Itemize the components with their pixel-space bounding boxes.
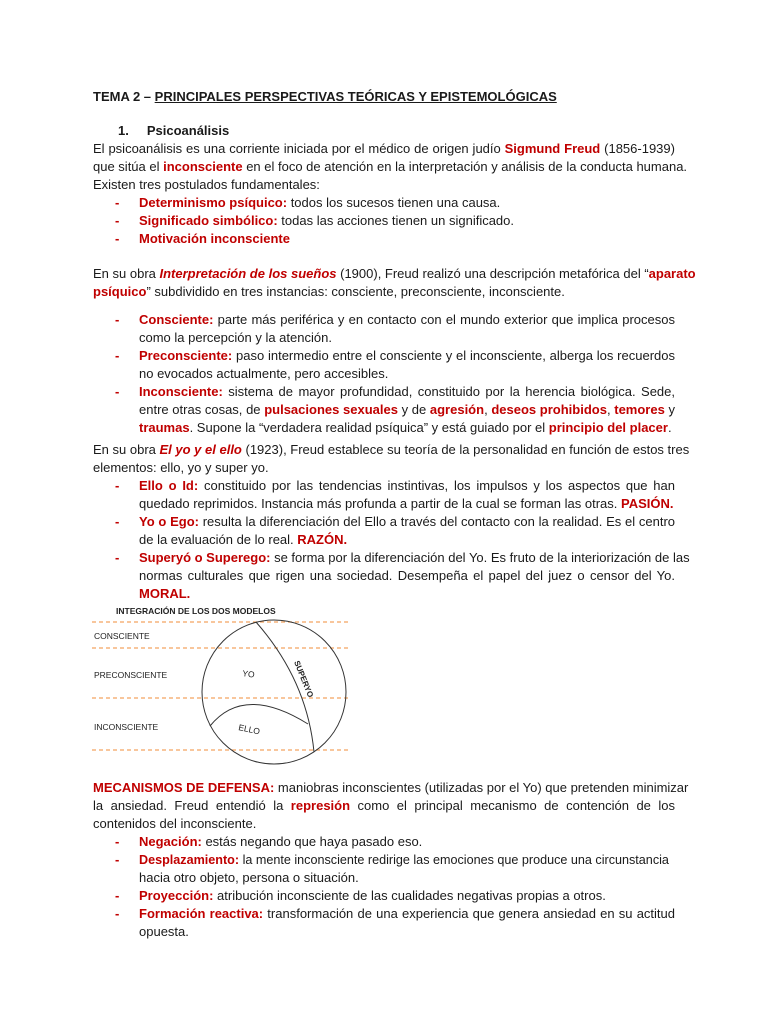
postulate-item: Significado simbólico: todas las acciones tienen un significado. [139, 213, 515, 228]
list-dash: - [115, 348, 120, 363]
structure-yo: Yo o Ego: resulta la diferenciación del Ello a través del contacto con la realidad. Es el centro [139, 514, 675, 529]
structure-ello-cont: quedado reprimidos. Instancia más profunda a partir de la cual se forman las otras. PASIÓN. [139, 496, 674, 511]
list-dash: - [115, 906, 120, 921]
defense-proyeccion: Proyección: atribución inconsciente de las cualidades negativas propias a otros. [139, 888, 606, 903]
ego-line-1: En su obra El yo y el ello (1923), Freud establece su teoría de la personalidad en función de estos tres [93, 442, 690, 457]
inconsciente-highlight: inconsciente [163, 159, 243, 174]
dreams-line-2: psíquico” subdividido en tres instancias: consciente, preconsciente, inconsciente. [93, 284, 565, 299]
instance-consciente: Consciente: parte más periférica y en contacto con el mundo exterior que implica procesos [139, 312, 675, 327]
postulate-item: Motivación inconsciente [139, 231, 290, 246]
document-heading [93, 88, 675, 106]
heading-title: PRINCIPALES PERSPECTIVAS TEÓRICAS Y EPISTEMOLÓGICAS [154, 89, 557, 104]
instance-preconsciente-cont: no evocados actualmente, pero accesibles. [139, 366, 389, 381]
structure-yo-cont: de la evaluación de lo real. RAZÓN. [139, 532, 348, 547]
label-inconsciente: INCONSCIENTE [94, 722, 159, 732]
instance-preconsciente: Preconsciente: paso intermedio entre el consciente y el inconsciente, alberga los recuerdos [139, 348, 675, 363]
section-title [118, 122, 700, 140]
intro-line-3: Existen tres postulados fundamentales: [93, 177, 320, 192]
intro-line-2: que sitúa el inconsciente en el foco de atención en la interpretación y análisis de la conducta humana. [93, 159, 688, 174]
defense-formacion-cont: opuesta. [139, 924, 189, 939]
label-ello: ELLO [237, 722, 261, 737]
instance-inconsciente-cont: entre otras cosas, de pulsaciones sexuales y de agresión, deseos prohibidos, temores y [139, 402, 675, 417]
defense-line-3: contenidos del inconsciente. [93, 816, 257, 831]
ego-line-2: elementos: ello, yo y super yo. [93, 460, 269, 475]
freud-name: Sigmund Freud [504, 141, 601, 156]
list-dash: - [115, 514, 120, 529]
diagram-title: INTEGRACIÓN DE LOS DOS MODELOS [116, 606, 276, 616]
structure-superyo-tag: MORAL. [139, 586, 191, 601]
instance-consciente-cont: como la percepción y la atención. [139, 330, 332, 345]
label-preconsciente: PRECONSCIENTE [94, 670, 168, 680]
defense-desplazamiento: Desplazamiento: la mente inconsciente redirige las emociones que produce una circunstancia [139, 853, 669, 867]
structure-superyo: Superyó o Superego: se forma por la diferenciación del Yo. Es fruto de la interiorización de las [139, 550, 690, 565]
instance-inconsciente: Inconsciente: sistema de mayor profundidad, constituido por la herencia biológica. Sede, [139, 384, 675, 399]
label-consciente: CONSCIENTE [94, 631, 150, 641]
section-name: Psicoanálisis [146, 123, 230, 138]
list-dash: - [115, 195, 120, 210]
ello-boundary [210, 704, 308, 726]
label-yo: YO [241, 668, 256, 680]
heading-prefix: TEMA 2 – [93, 89, 155, 104]
list-dash: - [115, 478, 120, 493]
defense-line-2: la ansiedad. Freud entendió la represión como el principal mecanismo de contención de los [93, 798, 675, 813]
defense-negacion: Negación: estás negando que haya pasado eso. [139, 834, 423, 849]
instance-inconsciente-cont-2: traumas. Supone la “verdadera realidad psíquica” y está guiado por el principio del placer. [139, 420, 672, 435]
list-dash: - [115, 888, 120, 903]
list-dash: - [115, 852, 120, 867]
defense-line-1: MECANISMOS DE DEFENSA: maniobras inconscientes (utilizadas por el Yo) que pretenden minimizar [93, 780, 689, 795]
structure-superyo-cont: normas culturales que rigen una sociedad. Desempeña el papel del juez o censor del Yo. [139, 568, 675, 583]
psyche-circle [202, 620, 346, 764]
list-dash: - [115, 384, 120, 399]
list-dash: - [115, 231, 120, 246]
list-dash: - [115, 550, 120, 565]
section-number: 1. [118, 123, 129, 138]
list-dash: - [115, 834, 120, 849]
list-dash: - [115, 213, 120, 228]
dreams-line-1: En su obra Interpretación de los sueños (1900), Freud realizó una descripción metafórica del “aparato [93, 266, 696, 281]
integration-diagram [92, 600, 350, 766]
defense-desplazamiento-cont: hacia otro objeto, persona o situación. [139, 870, 359, 885]
ego-work-title: El yo y el ello [159, 442, 242, 457]
intro-line-1: El psicoanálisis es una corriente iniciada por el médico de origen judío Sigmund Freud (1856-1939) [93, 141, 675, 156]
label-superyo: SUPERYO [292, 659, 316, 699]
structure-ello: Ello o Id: constituido por las tendencias instintivas, los impulsos y los aspectos que han [139, 478, 675, 493]
postulate-item: Determinismo psíquico: todos los sucesos tienen una causa. [139, 195, 501, 210]
list-dash: - [115, 312, 120, 327]
defense-formacion: Formación reactiva: transformación de una experiencia que genera ansiedad en su actitud [139, 906, 675, 921]
dreams-work-title: Interpretación de los sueños [159, 266, 337, 281]
